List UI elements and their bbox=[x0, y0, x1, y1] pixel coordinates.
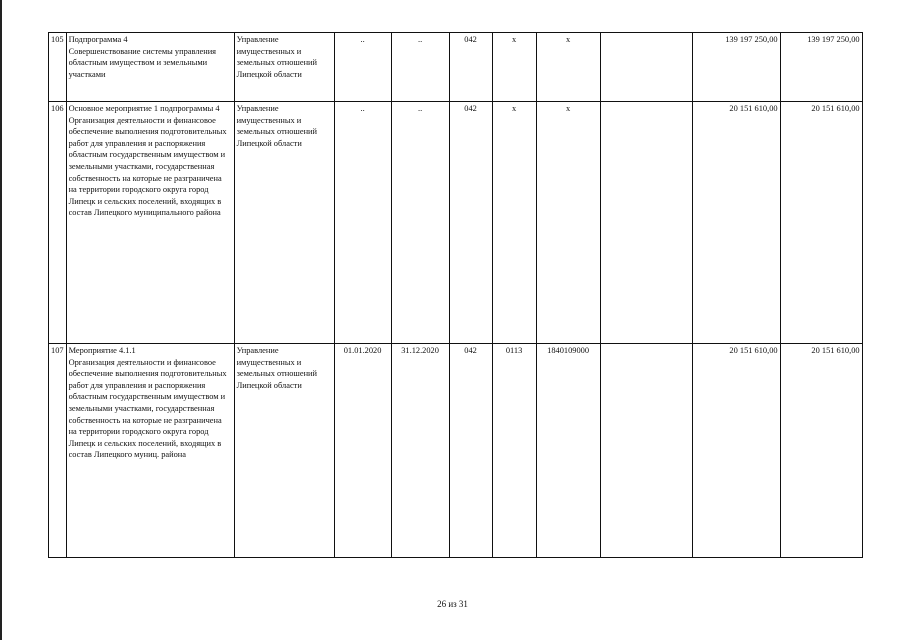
row-number: 105 bbox=[49, 33, 67, 102]
row-sum-2: 20 151 610,00 bbox=[780, 102, 862, 344]
scan-edge-line bbox=[0, 0, 2, 640]
row-grbs: 042 bbox=[449, 102, 492, 344]
row-name: Подпрограмма 4 Совершенствование системы управления областным имуществом и земельными участками bbox=[66, 33, 234, 102]
row-end-date: .. bbox=[391, 102, 449, 344]
row-sum-2: 20 151 610,00 bbox=[780, 344, 862, 558]
budget-table bbox=[48, 32, 863, 558]
row-start-date: .. bbox=[334, 102, 391, 344]
row-sum-1: 20 151 610,00 bbox=[692, 344, 780, 558]
row-executor: Управление имущественных и земельных отношений Липецкой области bbox=[234, 102, 334, 344]
row-end-date: .. bbox=[391, 33, 449, 102]
page-number: 26 из 31 bbox=[437, 599, 468, 609]
row-sum-1: 20 151 610,00 bbox=[692, 102, 780, 344]
row-number: 107 bbox=[49, 344, 67, 558]
row-csr: х bbox=[536, 102, 600, 344]
table-row bbox=[49, 102, 863, 344]
row-end-date: 31.12.2020 bbox=[391, 344, 449, 558]
row-start-date: 01.01.2020 bbox=[334, 344, 391, 558]
row-start-date: .. bbox=[334, 33, 391, 102]
row-rzpr: х bbox=[492, 102, 536, 344]
row-executor: Управление имущественных и земельных отношений Липецкой области bbox=[234, 33, 334, 102]
row-number: 106 bbox=[49, 102, 67, 344]
row-grbs: 042 bbox=[449, 33, 492, 102]
row-sum-1: 139 197 250,00 bbox=[692, 33, 780, 102]
row-vr bbox=[600, 33, 692, 102]
row-rzpr: х bbox=[492, 33, 536, 102]
row-csr: 1840109000 bbox=[536, 344, 600, 558]
row-rzpr: 0113 bbox=[492, 344, 536, 558]
table-row bbox=[49, 33, 863, 102]
row-name: Мероприятие 4.1.1 Организация деятельности и финансовое обеспечение выполнения подготовительных работ для управления и распоряжения областным государственным имуществом и земельными участками, государственная собственность на которые не разграничена на территории городского округа город Липецк и сельских поселений, входящих в состав Липецкого муниц. района bbox=[66, 344, 234, 558]
row-sum-2: 139 197 250,00 bbox=[780, 33, 862, 102]
row-executor: Управление имущественных и земельных отношений Липецкой области bbox=[234, 344, 334, 558]
row-csr: х bbox=[536, 33, 600, 102]
row-vr bbox=[600, 344, 692, 558]
row-name: Основное мероприятие 1 подпрограммы 4 Организация деятельности и финансовое обеспечение выполнения подготовительных работ для управления и распоряжения областным государственным имуществом и земельными участками, государственная собственность на которые не разграничена на территории городского округа город Липецк и сельских поселений, входящих в состав Липецкого муниципального района bbox=[66, 102, 234, 344]
row-grbs: 042 bbox=[449, 344, 492, 558]
row-vr bbox=[600, 102, 692, 344]
table-row bbox=[49, 344, 863, 558]
